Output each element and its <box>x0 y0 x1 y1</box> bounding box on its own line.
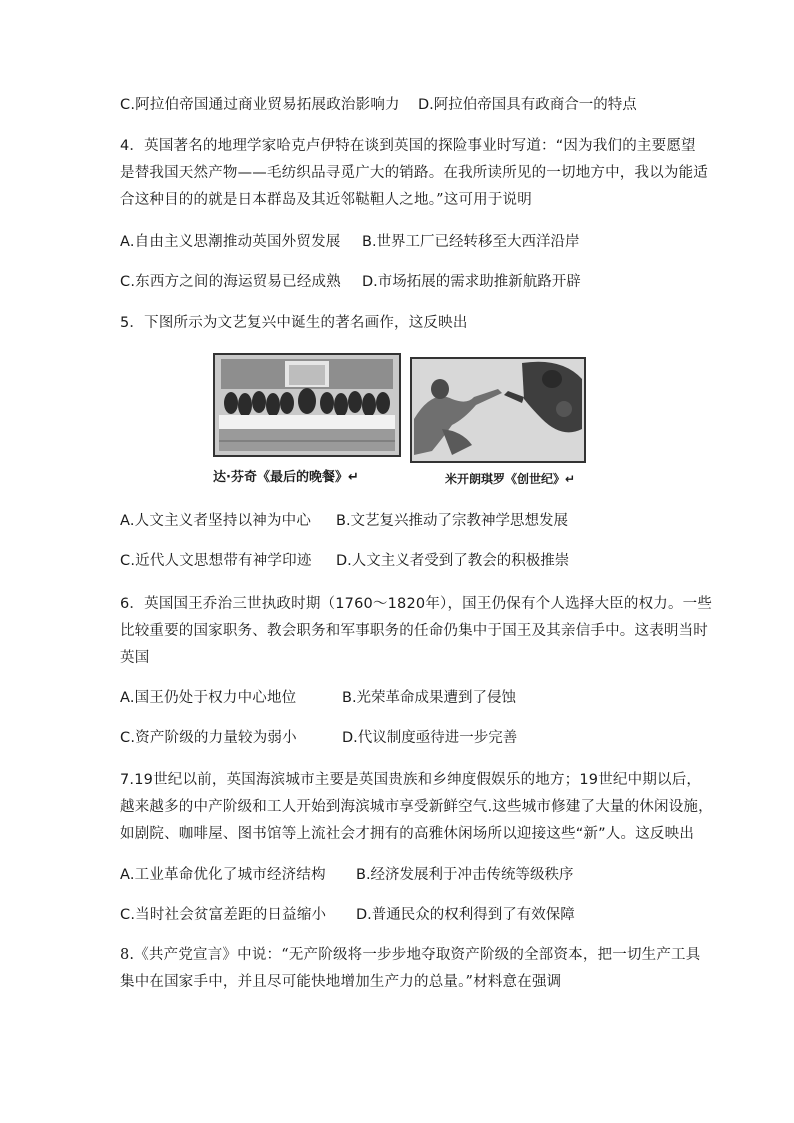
q5-option-c: C.近代人文思想带有神学印迹 <box>120 553 312 569</box>
q4-option-d: D.市场拓展的需求助推新航路开辟 <box>362 274 581 290</box>
q8-stem-line-1: 8.《共产党宣言》中说：“无产阶级将一步步地夺取资产阶级的全部资本，把一切生产工具 <box>120 947 701 963</box>
q7-stem-line-1: 7.19世纪以前，英国海滨城市主要是英国贵族和乡绅度假娱乐的地方；19世纪中期以后， <box>120 772 702 788</box>
q7-option-c: C.当时社会贫富差距的日益缩小 <box>120 907 327 923</box>
caption-last-supper: 达·芬奇《最后的晚餐》↵ <box>213 470 359 485</box>
creation-of-adam-painting <box>410 357 586 463</box>
q6-stem-line-2: 比较重要的国家职务、教会职务和军事职务的任命仍集中于国王及其亲信手中。这表明当时 <box>120 623 708 639</box>
q6-stem-line-1: 6．英国国王乔治三世执政时期（1760～1820年），国王仍保有个人选择大臣的权力。一些 <box>120 596 713 612</box>
q5-stem: 5．下图所示为文艺复兴中诞生的著名画作，这反映出 <box>120 315 468 331</box>
q5-option-a: A.人文主义者坚持以神为中心 <box>120 513 312 529</box>
q6-option-b: B.光荣革命成果遭到了侵蚀 <box>342 690 517 706</box>
q5-option-b: B.文艺复兴推动了宗教神学思想发展 <box>336 513 569 529</box>
q5-option-d: D.人文主义者受到了教会的积极推崇 <box>336 553 570 569</box>
q3-option-c: C.阿拉伯帝国通过商业贸易拓展政治影响力 <box>120 97 400 113</box>
q6-option-d: D.代议制度亟待进一步完善 <box>342 730 518 746</box>
last-supper-image <box>215 355 399 455</box>
q4-option-a: A.自由主义思潮推动英国外贸发展 <box>120 234 341 250</box>
q7-stem-line-2: 越来越多的中产阶级和工人开始到海滨城市享受新鲜空气.这些城市修建了大量的休闲设施， <box>120 799 713 815</box>
q6-option-c: C.资产阶级的力量较为弱小 <box>120 730 297 746</box>
q4-stem-line-3: 合这种目的的就是日本群岛及其近邻鞑靼人之地。”这可用于说明 <box>120 192 532 208</box>
q7-stem-line-3: 如剧院、咖啡屋、图书馆等上流社会才拥有的高雅休闲场所以迎接这些“新”人。这反映出 <box>120 826 695 842</box>
q7-option-a: A.工业革命优化了城市经济结构 <box>120 867 326 883</box>
caption-creation: 米开朗琪罗《创世纪》↵ <box>445 472 576 486</box>
q7-option-b: B.经济发展利于冲击传统等级秩序 <box>356 867 574 883</box>
q4-stem-line-1: 4．英国著名的地理学家哈克卢伊特在谈到英国的探险事业时写道：“因为我们的主要愿望 <box>120 138 696 154</box>
q4-option-b: B.世界工厂已经转移至大西洋沿岸 <box>362 234 580 250</box>
q6-stem-line-3: 英国 <box>120 650 150 666</box>
q3-option-d: D.阿拉伯帝国具有政商合一的特点 <box>418 97 637 113</box>
q4-stem-line-2: 是替我国天然产物——毛纺织品寻觅广大的销路。在我所读所见的一切地方中，我以为能适 <box>120 165 708 181</box>
creation-of-adam-image <box>412 359 584 461</box>
q4-option-c: C.东西方之间的海运贸易已经成熟 <box>120 274 341 290</box>
q6-option-a: A.国王仍处于权力中心地位 <box>120 690 297 706</box>
last-supper-painting <box>213 353 401 457</box>
q8-stem-line-2: 集中在国家手中，并且尽可能快地增加生产力的总量。”材料意在强调 <box>120 974 562 990</box>
q7-option-d: D.普通民众的权利得到了有效保障 <box>356 907 575 923</box>
